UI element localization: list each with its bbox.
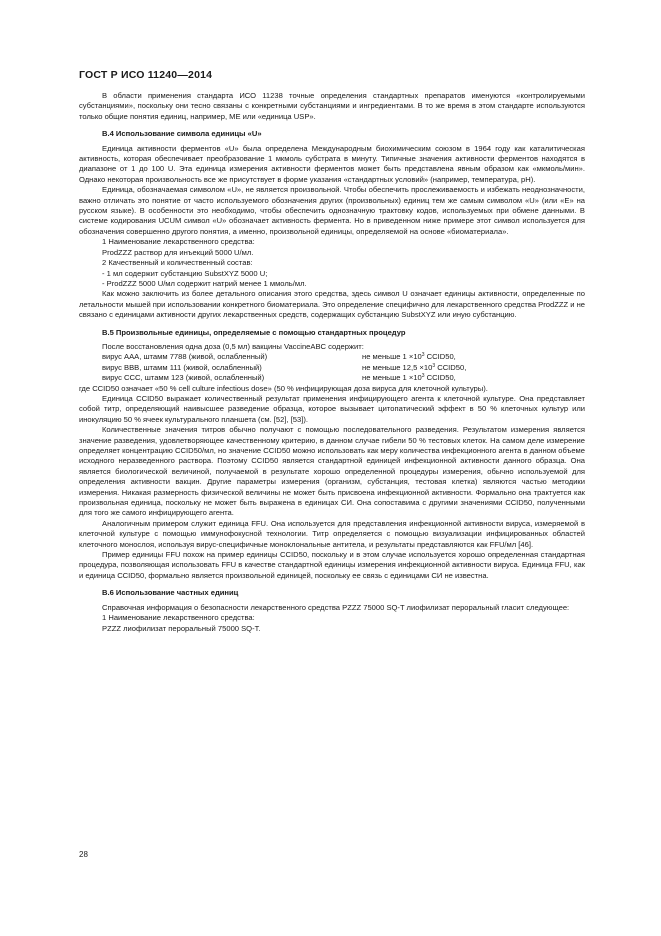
b4-paragraph-1: Единица активности ферментов «U» была определена Международным биохимическим союзом в 1964 году как каталитическая активность, которая обеспечивает преобразование 1 мкмоль субстрата в минуту. Типичные значения активности ферментов находятся в диапазоне от 1 до 100 U. Эта единица измерения активности ферментов может быть представлена явным образом как «мкмоль/мин». Однако некоторая произвольность все же присутствует в форме указания «стандартных условий» (например, температура, pH). (79, 143, 585, 184)
section-b4-heading: В.4 Использование символа единицы «U» (102, 129, 262, 139)
b6-list-item: 1 Наименование лекарственного средства: (102, 613, 255, 623)
vaccine-dose: не меньше $1 \times 10^3$ CCID50, (362, 352, 456, 362)
vaccine-dose: не меньше $1 \times 10^3$ CCID50, (362, 373, 456, 383)
section-b6-heading: В.6 Использование частных единиц (102, 588, 239, 598)
section-b5-heading: В.5 Произвольные единицы, определяемые с помощью стандартных процедур (102, 327, 406, 337)
b5-paragraph-4: Пример единицы FFU похож на пример единицы CCID50, поскольку и в этом случае используется хорошо определенная стандартная процедура, позволяющая использовать FFU в качестве стандартной единицы измерения инфекционной активности вируса. Единица FFU, как и единица CCID50, формально является произвольной единицей, поскольку ее связь с единицами СИ не известна. (79, 550, 585, 580)
b4-paragraph-2: Единица, обозначаемая символом «U», не является произвольной. Чтобы обеспечить прослеживаемость и избежать неоднозначности, важно отличать это понятие от часто используемого обозначения других (произвольных) единиц тем же самым символом «U» (или «Е» на русском языке). В особенности это необходимо, чтобы обеспечить однозначную трактовку кодов, используемых при обмене данными. В системе кодирования UCUM символ «U» обозначает активность фермента. Но в приведенном ниже примере этот символ используется для обозначения совершенно другого понятия, а именно, произвольной единицы, определяемой на основе «биоматериала». (79, 185, 585, 236)
vaccine-dose: не меньше $12,5 \times 10^3$ CCID50, (362, 362, 467, 372)
intro-paragraph: В области применения стандарта ИСО 11238 точные определения стандартных препаратов именуются «контролируемыми субстанциями», поскольку они тесно связаны с конкретными субстанциями и ингредиентами. В то же время в этом стандарте используются только общие понятия единиц, например, ME или «единица USP». (79, 91, 585, 121)
b5-paragraph-3: Аналогичным примером служит единица FFU. Она используется для представления инфекционной активности вируса, измеряемой в клеточной культуре с помощью иммунофокусной технологии. Титр определяется с помощью визуализации инфицированных областей клеточного монослоя, используя вирус-специфичные моноклональные антитела, и результаты представляются как FFU/мл [46]. (79, 518, 585, 549)
b4-list-item: 1 Наименование лекарственного средства: (102, 237, 255, 247)
vaccine-row (79, 363, 585, 373)
b5-paragraph-1: Единица CCID50 выражает количественный результат применения инфицирующего агента к клеточной культуре. Она представляет собой титр, определяющий наивысшее разведение образца, которое вызывает цитопатический эффект в 50 % клеточных культур или инокуляцию 50 % ячеек культурального планшета (см. [52], [53]). (79, 393, 585, 424)
page-number: 28 (79, 850, 88, 859)
vaccine-strain: вирус ССС, штамм 123 (живой, ослабленный) (102, 373, 265, 383)
b4-list-item: - 1 мл содержит субстанцию SubstXYZ 5000 U; (102, 268, 268, 278)
document-body (79, 91, 585, 634)
b6-list-item: PZZZ лиофилизат пероральный 75000 SQ-T. (102, 623, 261, 633)
b4-list-item: - ProdZZZ 5000 U/мл содержит натрий менее 1 ммоль/мл. (102, 278, 307, 288)
vaccine-row (79, 373, 585, 383)
document-header: ГОСТ Р ИСО 11240—2014 (79, 69, 213, 81)
vaccine-strain: вирус ААА, штамм 7788 (живой, ослабленный) (102, 352, 268, 362)
b4-paragraph-3: Как можно заключить из более детального описания этого средства, здесь символ U означает единицы активности, определенные по летальности мышей при использовании конкретного биоматериала. Это определение специфично для лекарственного средства ProdZZZ и не связано с единицами активности других лекарственных средств, содержащих субстанцию SubstXYZ или иную субстанцию. (79, 289, 585, 320)
b5-where: где CCID50 означает «50 % cell culture infectious dose» (50 % инфицирующая доза вируса для клеточной культуры). (79, 383, 488, 393)
vaccine-strain: вирус ВВВ, штамм 111 (живой, ослабленный) (102, 362, 262, 372)
vaccine-row (79, 352, 585, 362)
b4-list-item: ProdZZZ раствор для инъекций 5000 U/мл. (102, 247, 254, 257)
b4-list-item: 2 Качественный и количественный состав: (102, 258, 253, 268)
b6-paragraph-1: Справочная информация о безопасности лекарственного средства PZZZ 75000 SQ-T лиофилизат пероральный гласит следующее: (102, 602, 570, 612)
b5-lead: После восстановления одна доза (0,5 мл) вакцины VaccineABC содержит: (102, 341, 364, 351)
b5-paragraph-2: Количественные значения титров обычно получают с помощью последовательного разведения. Результатом измерения является значение разведения, удовлетворяющее качественному критерию, в данном случае гибели 50 % тестовых клеток. На самом деле измерение определяет концентрацию CCID50/мл, но значение CCID50 можно использовать как меру количества инфекционного агента в данном объеме исходного неразведенного раствора. Поэтому CCID50 является стандартной единицей инфекционной активности данного образца. Она является биологической величиной, получаемой в результате хорошо определенной процедуры измерения, обычно используемой для определения активности вакцин. Другие параметры измерения (организм, субстанция, тестовая клетка) являются частью методики измерения. Никакая размерность физической величины не может быть присвоена инфекционной активности. Формально она трактуется как произвольная единица, поскольку не может быть выражена в единицах СИ. Она сопоставима с другими значениями CCID50, полученными для того же самого инфицирующего агента. (79, 425, 585, 518)
